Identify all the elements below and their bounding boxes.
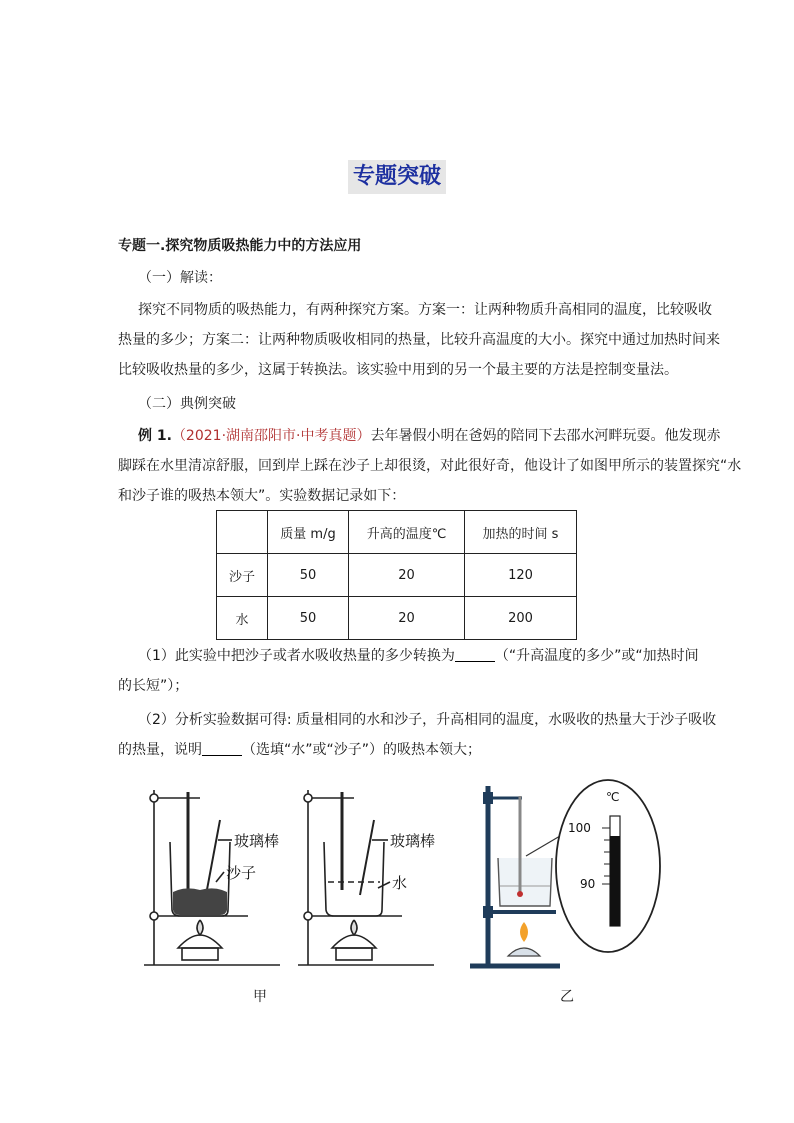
- lamp: [178, 935, 222, 948]
- example-text-1: 去年暑假小明在爸妈的陪同下去邵水河畔玩耍。他发现赤: [370, 428, 721, 444]
- example-line-3: 和沙子谁的吸热本领大”。实验数据记录如下：: [118, 488, 406, 504]
- zoom-leader: [526, 836, 560, 856]
- figure-jia: [140, 770, 460, 975]
- example-line-2: 脚踩在水里清凉舒服，回到岸上踩在沙子上却很烫，对此很好奇，他设计了如图甲所示的装置探究“水: [118, 458, 742, 474]
- ring-knob: [483, 906, 493, 918]
- para-line-1: 探究不同物质的吸热能力，有两种探究方案。方案一：让两种物质升高相同的温度，比较吸收: [138, 302, 712, 318]
- question-2-line-1: （2）分析实验数据可得: 质量相同的水和沙子，升高相同的温度，水吸收的热量大于沙子吸收: [138, 712, 717, 728]
- lamp: [332, 935, 376, 948]
- beaker: [498, 858, 552, 906]
- question-2-options: （选填“水”或“沙子”）的吸热本领大；: [242, 742, 482, 758]
- unit-label: ℃: [606, 790, 620, 804]
- example-line-1: [138, 426, 720, 446]
- thermometer-bulb: [517, 891, 523, 897]
- answer-blank-1[interactable]: [455, 647, 495, 662]
- table-header-cell: 加热的时间 s: [465, 511, 577, 554]
- figure-caption-jia: 甲: [253, 989, 267, 1005]
- label-sand: 沙子: [226, 864, 257, 882]
- clamp-knob: [483, 792, 493, 804]
- flame: [351, 920, 357, 935]
- beaker: [324, 842, 384, 916]
- sand-fill: [173, 888, 227, 915]
- lamp: [508, 948, 540, 956]
- table-header-row: [217, 511, 577, 554]
- figure-caption-yi: 乙: [560, 989, 574, 1005]
- table-cell: 50: [268, 597, 349, 640]
- ring-knob: [150, 912, 158, 920]
- glass-rod: [360, 820, 374, 895]
- clamp-knob: [150, 794, 158, 802]
- lamp-base: [336, 948, 372, 960]
- answer-blank-2[interactable]: [202, 741, 242, 756]
- data-table: [216, 510, 577, 640]
- question-1-options: （“升高温度的多少”或“加热时间: [494, 648, 699, 664]
- example-label: 例 1.: [138, 428, 172, 444]
- page-title: 专题突破: [348, 160, 446, 194]
- table-header-cell: [217, 511, 268, 554]
- table-header-cell: 质量 m/g: [268, 511, 349, 554]
- flame: [520, 922, 528, 942]
- ring-knob: [304, 912, 312, 920]
- clamp-knob: [304, 794, 312, 802]
- question-1-line-1: [138, 646, 699, 666]
- tick-label-100: 100: [568, 821, 591, 835]
- para-line-2: 热量的多少；方案二：让两种物质吸收相同的热量，比较升高温度的大小。探究中通过加热时间来: [118, 332, 720, 348]
- para-line-3: 比较吸收热量的多少，这属于转换法。该实验中用到的另一个最主要的方法是控制变量法。: [118, 362, 678, 378]
- tick-label-90: 90: [580, 877, 596, 891]
- mercury-column: [610, 836, 620, 926]
- leader-sand: [216, 872, 224, 882]
- zoom-bubble: [556, 780, 660, 952]
- table-header-cell: 升高的温度℃: [349, 511, 465, 554]
- label-glass-rod-2: 玻璃棒: [390, 832, 436, 850]
- table-cell: 水: [217, 597, 268, 640]
- table-cell: 50: [268, 554, 349, 597]
- topic-heading: 专题一.探究物质吸热能力中的方法应用: [118, 238, 362, 254]
- section-examples: （二）典例突破: [138, 396, 236, 412]
- leader-water: [378, 882, 390, 888]
- flame: [197, 920, 203, 935]
- figure-yi: [460, 776, 670, 976]
- table-cell: 200: [465, 597, 577, 640]
- question-2-text: 的热量，说明: [118, 742, 202, 758]
- lamp-base: [182, 948, 218, 960]
- question-1-line-2: 的长短”）；: [118, 678, 189, 694]
- example-source: （2021·湖南邵阳市·中考真题）: [171, 428, 371, 444]
- table-row: [217, 554, 577, 597]
- question-1-text: （1）此实验中把沙子或者水吸收热量的多少转换为: [138, 648, 455, 664]
- label-water: 水: [392, 874, 408, 892]
- question-2-line-2: [118, 740, 481, 760]
- table-cell: 沙子: [217, 554, 268, 597]
- label-glass-rod-1: 玻璃棒: [234, 832, 280, 850]
- table-cell: 20: [349, 597, 465, 640]
- table-cell: 20: [349, 554, 465, 597]
- glass-rod: [206, 820, 220, 895]
- table-cell: 120: [465, 554, 577, 597]
- section-interpretation: （一）解读：: [138, 270, 222, 286]
- table-row: [217, 597, 577, 640]
